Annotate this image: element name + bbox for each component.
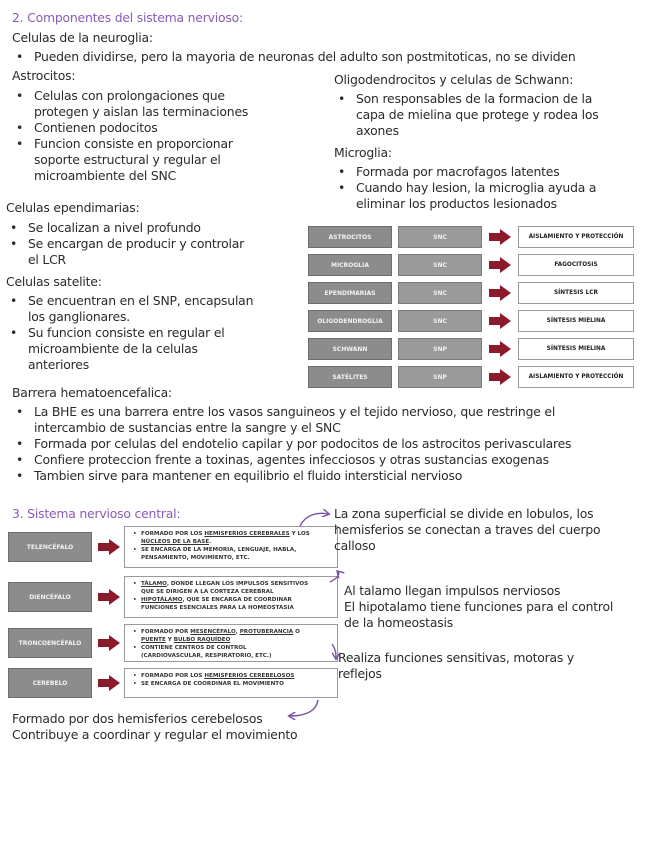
list-item-text: • Funcion consiste en proporcionar — [34, 136, 233, 151]
connector-diencefalo — [330, 572, 339, 582]
note-line: El hipotalamo tiene funciones para el control — [344, 599, 614, 614]
text-segment: CONTIENE CENTROS DE CONTROL — [141, 645, 247, 651]
list-item-text: • Su funcion consiste en regular el — [28, 325, 225, 340]
cell-region: TRONCOENCÉFALO — [8, 628, 92, 658]
underlined-term: HIPOTÁLAMO — [141, 597, 183, 603]
underlined-term: TÁLAMO — [141, 581, 167, 587]
list-item-text: • Tambien sirve para mantener en equilibrio el fluido intersticial nervioso — [34, 468, 463, 483]
text-segment: FORMADO POR LOS — [141, 531, 205, 537]
list-item-text: • Formada por macrofagos latentes — [356, 164, 560, 179]
cell-type: OLIGODENDROGLIA — [308, 310, 392, 332]
note-line: hemisferios se conectan a traves del cuerpo — [334, 522, 601, 537]
note-line: reflejos — [338, 666, 382, 681]
cell-type: EPENDIMARIAS — [308, 282, 392, 304]
underlined-term: NÚCLEOS DE LA BASE — [141, 539, 210, 545]
connector-telencefalo — [300, 513, 328, 526]
underlined-term: PROTUBERANCIA — [239, 629, 294, 635]
underlined-term: PUENTE — [141, 637, 166, 643]
list-item-text: • Formada por celulas del endotelio capilar y por podocitos de los astrocitos perivasculares — [34, 436, 572, 451]
neuroglia-heading: Celulas de la neuroglia: — [12, 30, 153, 45]
cell-system: SNP — [398, 366, 482, 388]
connector-cerebelo — [290, 700, 318, 716]
cell-system: SNC — [398, 282, 482, 304]
microglia-heading: Microglia: — [334, 145, 392, 160]
list-item-text: • Se encargan de producir y controlar — [28, 236, 245, 251]
list-item-continuation: capa de mielina que protege y rodea los — [356, 107, 599, 122]
list-item-continuation: microambiente de la celulas — [28, 341, 198, 356]
cell-region: TELENCÉFALO — [8, 532, 92, 562]
cell-function: FAGOCITOSIS — [518, 254, 634, 276]
text-segment: , — [235, 629, 240, 635]
note-line: Contribuye a coordinar y regular el movimiento — [12, 727, 298, 742]
text-segment: PENSAMIENTO, MOVIMIENTO, ETC. — [141, 555, 250, 561]
list-item-text: • Son responsables de la formacion de la — [356, 91, 593, 106]
text-segment: . — [209, 539, 212, 545]
list-item-continuation: anteriores — [28, 357, 89, 372]
note-line: Formado por dos hemisferios cerebelosos — [12, 711, 263, 726]
text-segment: FORMADO POR LOS — [141, 673, 205, 679]
section-3-title: 3. Sistema nervioso central: — [12, 506, 181, 521]
cell-type: ASTROCITOS — [308, 226, 392, 248]
cell-system: SNP — [398, 338, 482, 360]
list-item-continuation: soporte estructural y regular el — [34, 152, 221, 167]
cell-function: SÍNTESIS MIELINA — [518, 310, 634, 332]
list-item-continuation: protegen y aislan las terminaciones — [34, 104, 249, 119]
astrocitos-heading: Astrocitos: — [12, 68, 76, 83]
list-item-continuation: eliminar los productos lesionados — [356, 196, 557, 211]
list-item-text: • La BHE es una barrera entre los vasos sanguineos y el tejido nervioso, que restringe el — [34, 404, 556, 419]
note-line: calloso — [334, 538, 376, 553]
underlined-term: HEMISFERIOS CEREBRALES — [204, 531, 290, 537]
note-line: Realiza funciones sensitivas, motoras y — [338, 650, 575, 665]
cell-region: DIENCÉFALO — [8, 582, 92, 612]
cell-function: SÍNTESIS MIELINA — [518, 338, 634, 360]
list-item-continuation: los ganglionares. — [28, 309, 130, 324]
text-segment: Y — [165, 637, 174, 643]
text-segment: (CARDIOVASCULAR, RESPIRATORIO, ETC.) — [141, 653, 272, 659]
cell-type: MICROGLIA — [308, 254, 392, 276]
cell-type: SCHWANN — [308, 338, 392, 360]
note-line: de la homeostasis — [344, 615, 453, 630]
list-item-text: • Se localizan a nivel profundo — [28, 220, 201, 235]
list-item: • Pueden dividirse, pero la mayoria de neuronas del adulto son postmitoticas, no se dividen — [12, 49, 652, 65]
list-item-text: • Confiere proteccion frente a toxinas, agentes infecciosos y otras sustancias exogenas — [34, 452, 549, 467]
note-line: Al talamo llegan impulsos nerviosos — [344, 583, 561, 598]
list-item-continuation: el LCR — [28, 252, 66, 267]
section-2-title: 2. Componentes del sistema nervioso: — [12, 10, 243, 25]
list-item-text: • Se encuentran en el SNP, encapsulan — [28, 293, 254, 308]
barrera-heading: Barrera hematoencefalica: — [12, 385, 172, 400]
text-segment: SE ENCARGA DE LA MEMORIA, LENGUAJE, HABLA, — [141, 547, 297, 553]
oligo-heading: Oligodendrocitos y celulas de Schwann: — [334, 72, 574, 87]
text-segment: SE ENCARGA DE COORDINAR EL MOVIMIENTO — [141, 681, 284, 687]
satelite-heading: Celulas satelite: — [6, 274, 102, 289]
connector-tronco — [332, 644, 336, 658]
cell-function: AISLAMIENTO Y PROTECCIÓN — [518, 366, 634, 388]
list-item-text: • Celulas con prolongaciones que — [34, 88, 225, 103]
list-item-continuation: microambiente del SNC — [34, 168, 177, 183]
list-item-text: • Cuando hay lesion, la microglia ayuda a — [356, 180, 597, 195]
text-segment: QUE SE DIRIGEN A LA CORTEZA CEREBRAL — [141, 589, 274, 595]
list-item-text: • Contienen podocitos — [34, 120, 158, 135]
underlined-term: MESENCÉFALO — [190, 629, 236, 635]
list-item-continuation: intercambio de sustancias entre la sangre y el SNC — [34, 420, 341, 435]
underlined-term: HEMISFERIOS CEREBELOSOS — [204, 673, 295, 679]
cell-system: SNC — [398, 310, 482, 332]
ependimarias-heading: Celulas ependimarias: — [6, 200, 140, 215]
cell-system: SNC — [398, 254, 482, 276]
list-item-continuation: axones — [356, 123, 399, 138]
text-segment: , DONDE LLEGAN LOS IMPULSOS SENSITIVOS — [166, 581, 309, 587]
cell-type: SATÉLITES — [308, 366, 392, 388]
text-segment: FORMADO POR — [141, 629, 191, 635]
text-segment: O — [293, 629, 300, 635]
text-segment: , QUE SE ENCARGA DE COORDINAR — [182, 597, 292, 603]
cell-function: AISLAMIENTO Y PROTECCIÓN — [518, 226, 634, 248]
cell-function: SÍNTESIS LCR — [518, 282, 634, 304]
note-line: La zona superficial se divide en lobulos, los — [334, 506, 594, 521]
text-segment: FUNCIONES ESENCIALES PARA LA HOMEOSTASIA — [141, 605, 294, 611]
underlined-term: BULBO RAQUÍDEO — [173, 637, 231, 643]
text-segment: Y LOS — [289, 531, 310, 537]
cell-region: CEREBELO — [8, 668, 92, 698]
cell-system: SNC — [398, 226, 482, 248]
